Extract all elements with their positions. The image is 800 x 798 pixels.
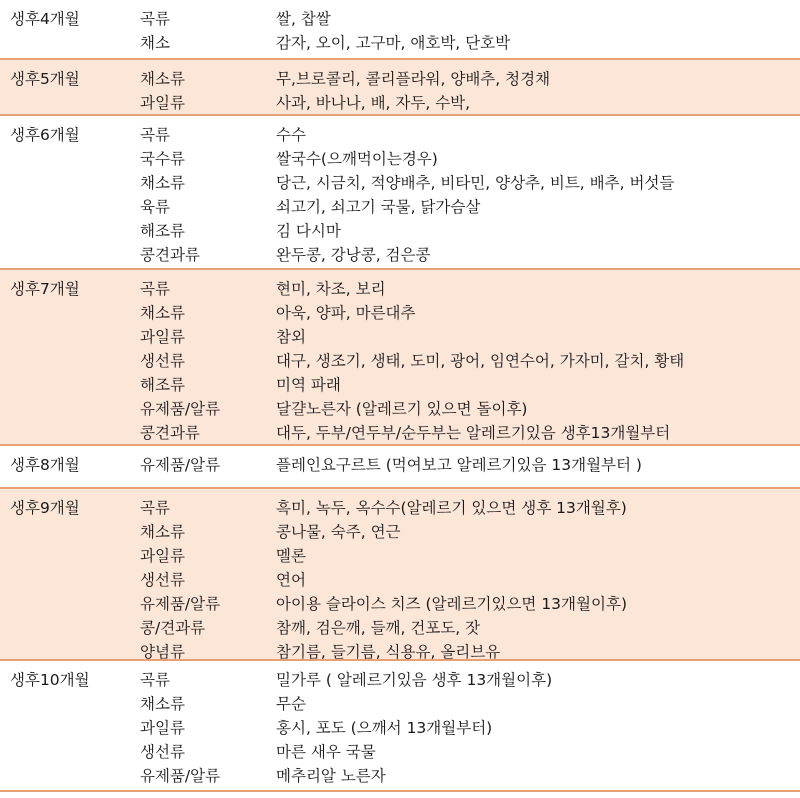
food-row <box>0 147 800 171</box>
food-items: 아욱, 양파, 마른대추 <box>276 304 416 322</box>
food-rows <box>0 7 800 55</box>
food-items: 감자, 오이, 고구마, 애호박, 단호박 <box>276 34 511 52</box>
food-row <box>0 496 800 520</box>
food-category: 채소류 <box>140 695 185 713</box>
age-label: 생후7개월 <box>10 280 80 298</box>
food-row <box>0 219 800 243</box>
food-row <box>0 716 800 740</box>
food-rows <box>0 668 800 788</box>
food-items: 홍시, 포도 (으깨서 13개월부터) <box>276 719 493 737</box>
food-row <box>0 740 800 764</box>
food-category: 국수류 <box>140 150 185 168</box>
food-items: 현미, 차조, 보리 <box>276 280 386 298</box>
food-category: 콩견과류 <box>140 424 200 442</box>
food-items: 쇠고기, 쇠고기 국물, 닭가슴살 <box>276 198 481 216</box>
food-category: 유제품/알류 <box>140 767 221 785</box>
food-items: 아이용 슬라이스 치즈 (알레르기있으면 13개월이후) <box>276 595 627 613</box>
age-label: 생후9개월 <box>10 499 80 517</box>
food-category: 채소류 <box>140 304 185 322</box>
food-category: 유제품/알류 <box>140 595 221 613</box>
food-items: 수수 <box>276 126 306 144</box>
food-row <box>0 171 800 195</box>
age-label: 생후10개월 <box>10 671 90 689</box>
food-items: 무순 <box>276 695 306 713</box>
food-category: 콩/견과류 <box>140 619 206 637</box>
food-row <box>0 91 800 115</box>
food-row <box>0 349 800 373</box>
food-items: 밀가루 ( 알레르기있음 생후 13개월이후) <box>276 671 553 689</box>
food-items: 쌀, 찹쌀 <box>276 10 331 28</box>
food-category: 채소류 <box>140 174 185 192</box>
food-rows <box>0 453 800 477</box>
age-section <box>0 0 800 60</box>
food-items: 마른 새우 국물 <box>276 743 376 761</box>
food-category: 과일류 <box>140 328 185 346</box>
food-items: 김 다시마 <box>276 222 341 240</box>
food-row <box>0 397 800 421</box>
age-section <box>0 116 800 270</box>
food-row <box>0 616 800 640</box>
food-row <box>0 692 800 716</box>
age-section <box>0 270 800 446</box>
food-row <box>0 520 800 544</box>
food-items: 메추리알 노른자 <box>276 767 386 785</box>
food-row <box>0 123 800 147</box>
food-category: 콩견과류 <box>140 246 200 264</box>
food-category: 곡류 <box>140 671 170 689</box>
food-category: 육류 <box>140 198 170 216</box>
food-row <box>0 277 800 301</box>
food-row <box>0 373 800 397</box>
food-row <box>0 453 800 477</box>
food-items: 달걀노른자 (알레르기 있으면 돌이후) <box>276 400 528 418</box>
food-row <box>0 592 800 616</box>
food-rows <box>0 277 800 445</box>
food-category: 곡류 <box>140 280 170 298</box>
food-category: 채소류 <box>140 523 185 541</box>
food-items: 쌀국수(으깨먹이는경우) <box>276 150 438 168</box>
food-items: 사과, 바나나, 배, 자두, 수박, <box>276 94 471 112</box>
food-row <box>0 764 800 788</box>
food-category: 곡류 <box>140 499 170 517</box>
food-row <box>0 544 800 568</box>
food-items: 참깨, 검은깨, 들깨, 건포도, 잣 <box>276 619 481 637</box>
food-items: 당근, 시금치, 적양배추, 비타민, 양상추, 비트, 배추, 버섯들 <box>276 174 675 192</box>
age-section <box>0 489 800 661</box>
age-label: 생후8개월 <box>10 456 80 474</box>
age-label: 생후4개월 <box>10 10 80 28</box>
food-items: 대두, 두부/연두부/순두부는 알레르기있음 생후13개월부터 <box>276 424 671 442</box>
age-label: 생후5개월 <box>10 70 80 88</box>
food-rows <box>0 496 800 664</box>
food-category: 채소류 <box>140 70 185 88</box>
food-category: 유제품/알류 <box>140 400 221 418</box>
food-items: 대구, 생조기, 생태, 도미, 광어, 임연수어, 가자미, 갈치, 황태 <box>276 352 685 370</box>
food-category: 해조류 <box>140 222 185 240</box>
food-items: 무,브로콜리, 콜리플라워, 양배추, 청경채 <box>276 70 551 88</box>
food-category: 채소 <box>140 34 170 52</box>
food-category: 해조류 <box>140 376 185 394</box>
age-section <box>0 661 800 792</box>
food-items: 흑미, 녹두, 옥수수(알레르기 있으면 생후 13개월후) <box>276 499 627 517</box>
food-row <box>0 301 800 325</box>
food-row <box>0 31 800 55</box>
food-row <box>0 67 800 91</box>
food-row <box>0 7 800 31</box>
food-category: 유제품/알류 <box>140 456 221 474</box>
food-items: 참외 <box>276 328 306 346</box>
food-rows <box>0 123 800 267</box>
food-category: 과일류 <box>140 547 185 565</box>
food-items: 콩나물, 숙주, 연근 <box>276 523 401 541</box>
food-category: 생선류 <box>140 352 185 370</box>
food-category: 생선류 <box>140 743 185 761</box>
food-items: 참기름, 들기름, 식용유, 올리브유 <box>276 643 501 661</box>
food-items: 연어 <box>276 571 306 589</box>
food-row <box>0 568 800 592</box>
food-category: 양념류 <box>140 643 185 661</box>
food-items: 플레인요구르트 (먹여보고 알레르기있음 13개월부터 ) <box>276 456 642 474</box>
age-section <box>0 60 800 116</box>
food-category: 과일류 <box>140 94 185 112</box>
food-rows <box>0 67 800 115</box>
food-items: 완두콩, 강낭콩, 검은콩 <box>276 246 431 264</box>
food-category: 생선류 <box>140 571 185 589</box>
food-items: 미역 파래 <box>276 376 341 394</box>
food-row <box>0 668 800 692</box>
food-category: 곡류 <box>140 10 170 28</box>
age-label: 생후6개월 <box>10 126 80 144</box>
food-row <box>0 325 800 349</box>
food-row <box>0 195 800 219</box>
age-section <box>0 446 800 489</box>
food-category: 곡류 <box>140 126 170 144</box>
food-row <box>0 243 800 267</box>
food-items: 멜론 <box>276 547 306 565</box>
food-row <box>0 421 800 445</box>
food-category: 과일류 <box>140 719 185 737</box>
